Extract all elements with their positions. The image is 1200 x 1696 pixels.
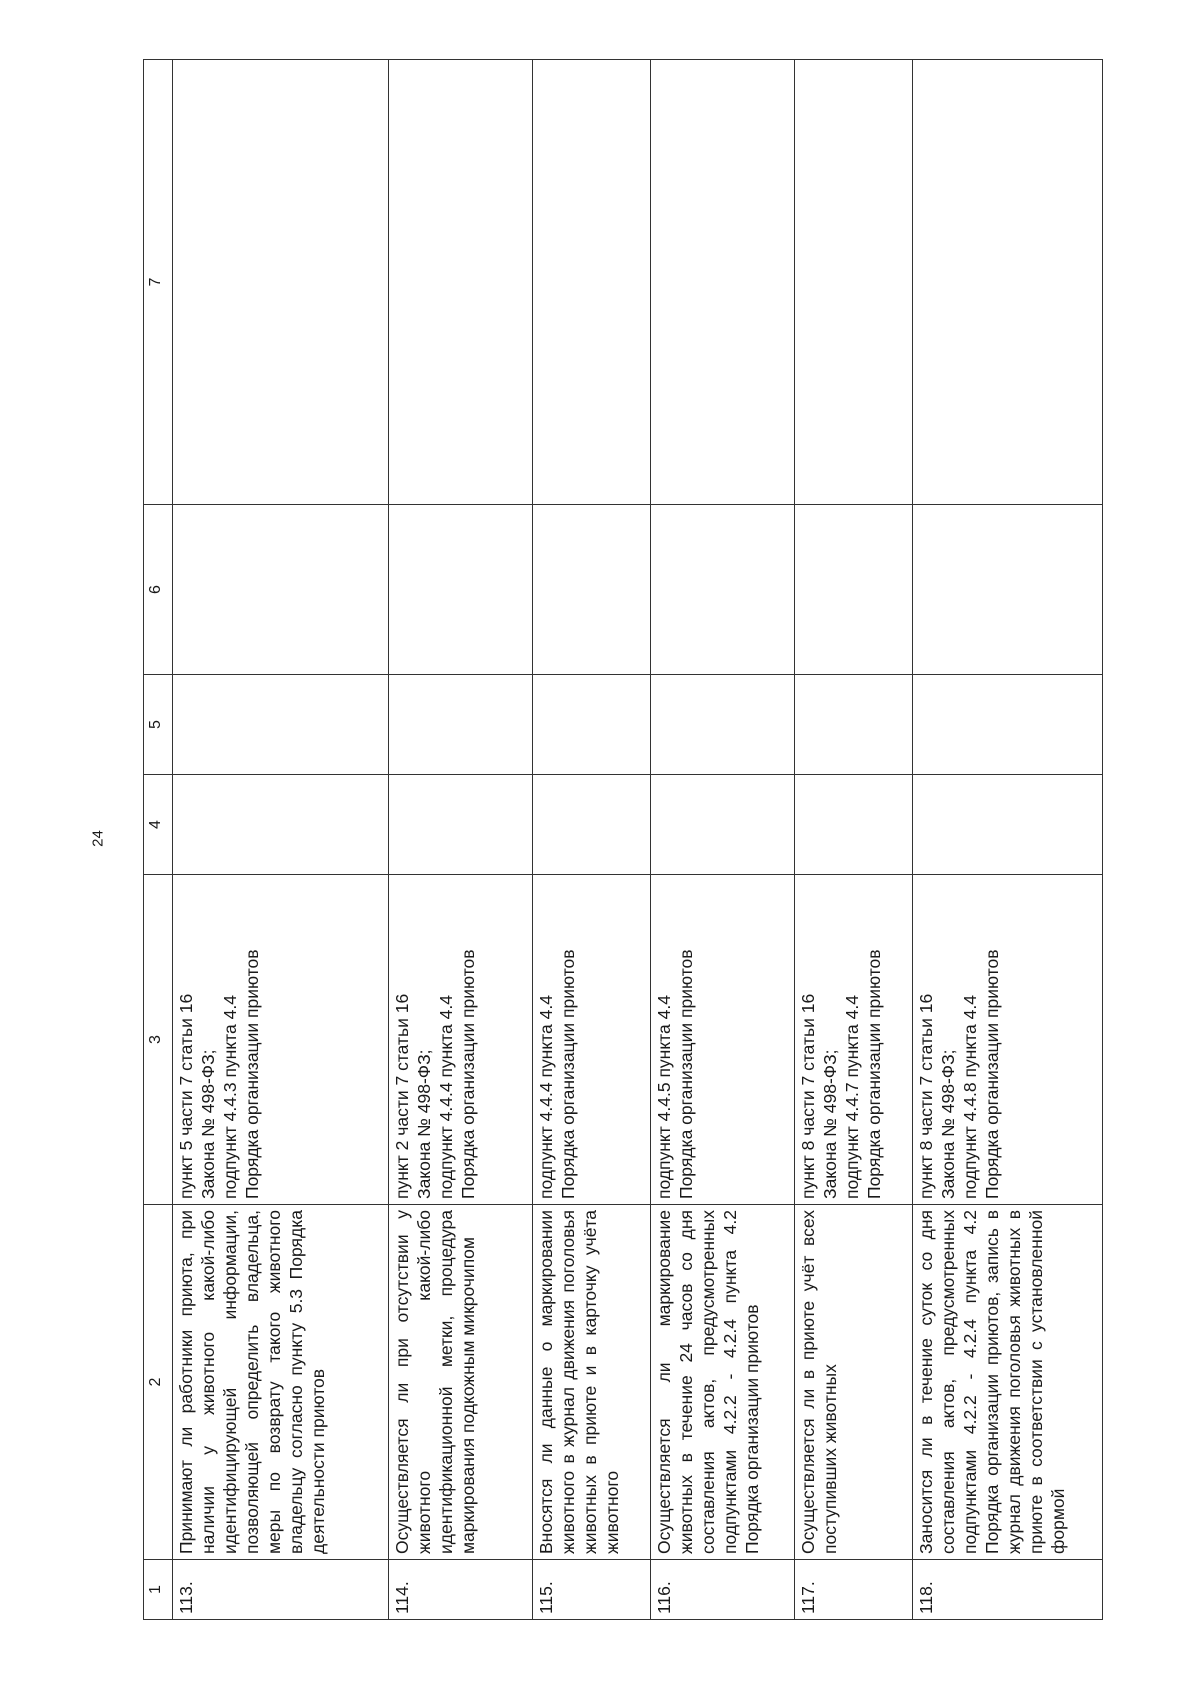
header-cell-5: 5 (144, 675, 173, 775)
comment-cell (650, 60, 794, 505)
row-number: 118. (912, 1560, 1102, 1620)
reference-line: Порядка организации приютов (457, 949, 478, 1199)
header-cell-1: 1 (144, 1560, 173, 1620)
requirement-question: Вносятся ли данные о маркировании животного в журнал движения поголовья животных в приюте и в карточку учёта животного (532, 1205, 650, 1560)
reference-line: пункт 5 части 7 статьи 16 (176, 993, 196, 1199)
row-number: 115. (532, 1560, 650, 1620)
reference-line: Порядка организации приютов (242, 949, 262, 1199)
reference-line: Порядка организации приютов (863, 949, 884, 1199)
legal-reference (388, 875, 532, 1205)
answer-no-cell (794, 675, 912, 775)
comment-cell (173, 60, 389, 505)
reference-line: подпункт 4.4.7 пункта 4.4 (841, 995, 862, 1199)
reference-line: пункт 8 части 7 статьи 16 (797, 993, 818, 1199)
table-row (173, 60, 389, 1620)
header-row (144, 60, 173, 1620)
not-applicable-cell (912, 505, 1102, 675)
table-row (912, 60, 1102, 1620)
answer-no-cell (532, 675, 650, 775)
requirement-question: Осуществляется ли в приюте учёт всех поступивших животных (794, 1205, 912, 1560)
requirement-question: Осуществляется ли при отсутствии у животного какой-либо идентификационной метки, процедура маркирования подкожным микрочипом (388, 1205, 532, 1560)
comment-cell (912, 60, 1102, 505)
answer-no-cell (912, 675, 1102, 775)
table-row (388, 60, 532, 1620)
not-applicable-cell (173, 505, 389, 675)
legal-reference (532, 875, 650, 1205)
answer-no-cell (388, 675, 532, 775)
answer-yes-cell (173, 775, 389, 875)
header-cell-3: 3 (144, 875, 173, 1205)
reference-line: Закона № 498-ФЗ; (413, 1049, 434, 1199)
answer-yes-cell (388, 775, 532, 875)
row-number: 113. (173, 1560, 389, 1620)
answer-yes-cell (650, 775, 794, 875)
header-cell-6: 6 (144, 505, 173, 675)
header-cell-4: 4 (144, 775, 173, 875)
row-number: 116. (650, 1560, 794, 1620)
requirement-question: Заносится ли в течение суток со дня составления актов, предусмотренных подпунктами 4.2.2 - 4.2.4 пункта 4.2 Порядка организации приютов, запись в журнал движения поголовья животных в приюте в соответствии с установленной формой (912, 1205, 1102, 1560)
reference-line: Порядка организации приютов (675, 949, 696, 1199)
requirement-question: Принимают ли работники приюта, при наличии у животного какой-либо идентифицирующей информации, позволяющей определить владельца, меры по возврату такого животного владельцу согласно пункту 5.3 Порядка деятельности приютов (173, 1205, 389, 1560)
answer-no-cell (650, 675, 794, 775)
legal-reference (912, 875, 1102, 1205)
checklist-table-container (143, 60, 1103, 1620)
header-cell-2: 2 (144, 1205, 173, 1560)
comment-cell (794, 60, 912, 505)
table-row (794, 60, 912, 1620)
answer-yes-cell (532, 775, 650, 875)
table-row (650, 60, 794, 1620)
header-cell-7: 7 (144, 60, 173, 505)
reference-line: Порядка организации приютов (981, 949, 1002, 1199)
checklist-table (143, 59, 1103, 1620)
reference-line: подпункт 4.4.4 пункта 4.4 (535, 995, 556, 1199)
reference-line: подпункт 4.4.3 пункта 4.4 (220, 995, 240, 1199)
reference-line: подпункт 4.4.5 пункта 4.4 (653, 995, 674, 1199)
not-applicable-cell (532, 505, 650, 675)
not-applicable-cell (388, 505, 532, 675)
reference-line: пункт 8 части 7 статьи 16 (915, 993, 936, 1199)
not-applicable-cell (794, 505, 912, 675)
answer-no-cell (173, 675, 389, 775)
reference-line: пункт 2 части 7 статьи 16 (391, 993, 412, 1199)
page-number: 24 (89, 830, 107, 847)
reference-line: Закона № 498-ФЗ; (937, 1049, 958, 1199)
answer-yes-cell (912, 775, 1102, 875)
reference-line: Закона № 498-ФЗ; (819, 1049, 840, 1199)
reference-line: подпункт 4.4.8 пункта 4.4 (959, 995, 980, 1199)
row-number: 114. (388, 1560, 532, 1620)
requirement-question: Осуществляется ли маркирование животных в течение 24 часов со дня составления актов, предусмотренных подпунктами 4.2.2 - 4.2.4 пункта 4.2 Порядка организации приютов (650, 1205, 794, 1560)
legal-reference (173, 875, 389, 1205)
reference-line: Порядка организации приютов (557, 949, 578, 1199)
comment-cell (388, 60, 532, 505)
reference-line: подпункт 4.4.4 пункта 4.4 (435, 995, 456, 1199)
table-row (532, 60, 650, 1620)
not-applicable-cell (650, 505, 794, 675)
legal-reference (794, 875, 912, 1205)
row-number: 117. (794, 1560, 912, 1620)
answer-yes-cell (794, 775, 912, 875)
comment-cell (532, 60, 650, 505)
reference-line: Закона № 498-ФЗ; (198, 1049, 218, 1199)
legal-reference (650, 875, 794, 1205)
